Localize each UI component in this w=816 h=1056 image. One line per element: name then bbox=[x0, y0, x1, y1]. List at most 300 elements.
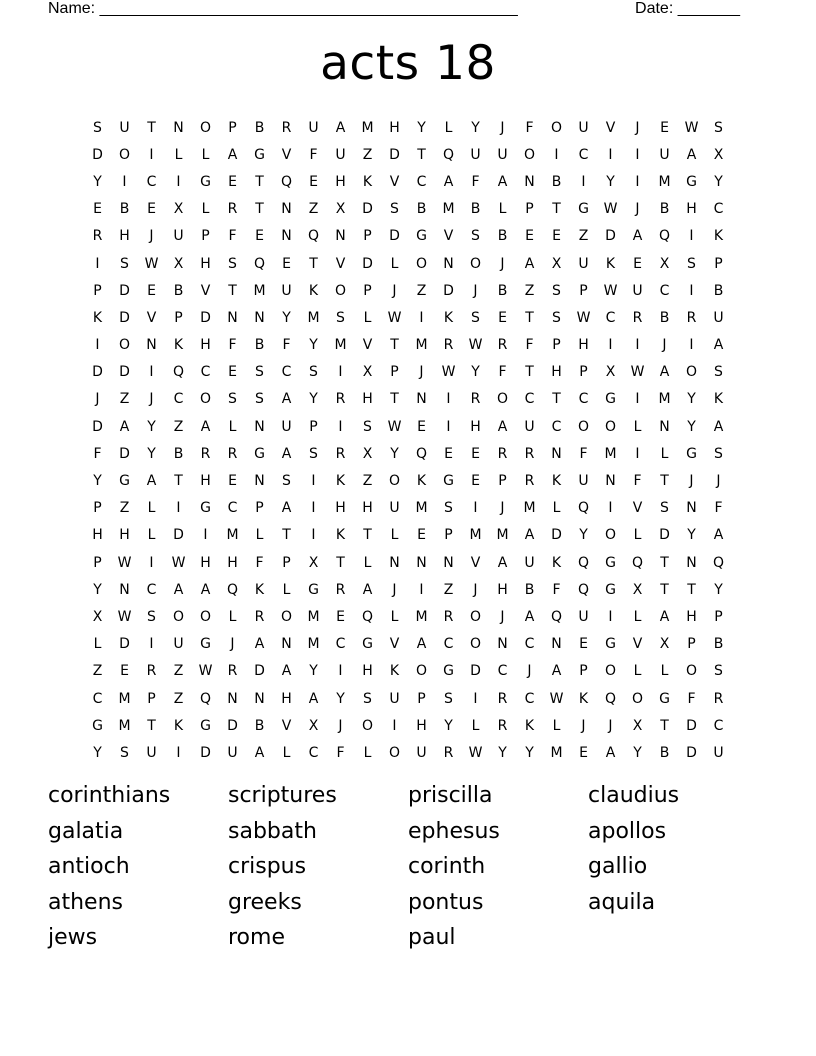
grid-letter: R bbox=[227, 663, 238, 680]
grid-letter: C bbox=[524, 690, 535, 707]
grid-letter: T bbox=[525, 364, 534, 381]
grid-letter: Q bbox=[442, 146, 455, 163]
word-list-item: gallio bbox=[588, 854, 648, 879]
grid-letter: T bbox=[687, 581, 696, 598]
grid-row bbox=[84, 712, 732, 739]
grid-letter: R bbox=[443, 608, 454, 625]
grid-letter: B bbox=[470, 201, 481, 218]
grid-letter: T bbox=[309, 255, 318, 272]
grid-letter: A bbox=[173, 581, 184, 598]
grid-letter: K bbox=[551, 554, 562, 571]
grid-row bbox=[84, 359, 732, 386]
grid-letter: K bbox=[335, 527, 346, 544]
grid-letter: S bbox=[255, 364, 264, 381]
grid-letter: N bbox=[281, 228, 292, 245]
grid-letter: A bbox=[524, 255, 535, 272]
grid-letter: B bbox=[659, 201, 670, 218]
grid-letter: J bbox=[473, 581, 478, 598]
grid-letter: G bbox=[308, 581, 319, 598]
grid-letter: P bbox=[363, 282, 372, 299]
grid-letter: T bbox=[255, 173, 264, 190]
grid-row bbox=[84, 141, 732, 168]
grid-letter: N bbox=[227, 309, 238, 326]
grid-letter: O bbox=[577, 418, 590, 435]
grid-letter: A bbox=[119, 418, 130, 435]
grid-letter: X bbox=[551, 255, 562, 272]
grid-letter: Q bbox=[172, 364, 185, 381]
grid-letter: A bbox=[308, 690, 319, 707]
grid-letter: S bbox=[687, 255, 696, 272]
grid-letter: J bbox=[500, 608, 505, 625]
grid-letter: C bbox=[605, 309, 616, 326]
grid-letter: I bbox=[581, 173, 586, 190]
grid-letter: W bbox=[468, 744, 483, 761]
grid-row bbox=[84, 495, 732, 522]
grid-letter: J bbox=[419, 364, 424, 381]
grid-letter: W bbox=[468, 337, 483, 354]
grid-row bbox=[84, 631, 732, 658]
grid-letter: I bbox=[689, 282, 694, 299]
grid-letter: M bbox=[550, 744, 563, 761]
grid-letter: Q bbox=[577, 554, 590, 571]
grid-letter: A bbox=[146, 473, 157, 490]
grid-letter: Y bbox=[309, 391, 318, 408]
grid-letter: O bbox=[118, 146, 131, 163]
grid-letter: C bbox=[524, 391, 535, 408]
grid-letter: A bbox=[524, 527, 535, 544]
grid-letter: E bbox=[228, 364, 237, 381]
grid-letter: K bbox=[254, 581, 265, 598]
grid-letter: I bbox=[635, 173, 640, 190]
grid-letter: F bbox=[687, 690, 696, 707]
grid-letter: Z bbox=[173, 690, 184, 707]
grid-letter: O bbox=[604, 527, 617, 544]
word-list-item: jews bbox=[48, 925, 98, 950]
grid-letter: C bbox=[200, 364, 211, 381]
grid-letter: V bbox=[335, 255, 346, 272]
grid-letter: X bbox=[308, 717, 319, 734]
grid-letter: X bbox=[632, 581, 643, 598]
grid-letter: L bbox=[390, 255, 399, 272]
grid-letter: T bbox=[417, 146, 426, 163]
grid-letter: J bbox=[149, 391, 154, 408]
grid-letter: Y bbox=[444, 717, 453, 734]
word-list-item: claudius bbox=[588, 783, 680, 808]
grid-letter: B bbox=[713, 636, 724, 653]
grid-letter: O bbox=[415, 255, 428, 272]
grid-letter: C bbox=[227, 500, 238, 517]
word-list-item: rome bbox=[228, 925, 285, 950]
grid-letter: G bbox=[92, 717, 103, 734]
grid-letter: I bbox=[554, 146, 559, 163]
grid-letter: J bbox=[149, 228, 154, 245]
grid-letter: H bbox=[200, 255, 211, 272]
grid-letter: K bbox=[524, 717, 535, 734]
grid-letter: N bbox=[605, 473, 616, 490]
grid-letter: U bbox=[497, 146, 508, 163]
word-list-item: corinthians bbox=[48, 783, 171, 808]
grid-letter: Y bbox=[714, 581, 723, 598]
grid-letter: A bbox=[497, 418, 508, 435]
grid-letter: Z bbox=[119, 391, 130, 408]
grid-letter: D bbox=[551, 527, 562, 544]
grid-letter: B bbox=[659, 309, 670, 326]
grid-letter: K bbox=[308, 282, 319, 299]
grid-letter: X bbox=[362, 364, 373, 381]
grid-letter: L bbox=[633, 608, 642, 625]
grid-letter: F bbox=[255, 554, 264, 571]
grid-letter: G bbox=[254, 445, 265, 462]
grid-letter: I bbox=[311, 527, 316, 544]
grid-letter: X bbox=[173, 255, 184, 272]
grid-letter: C bbox=[308, 744, 319, 761]
grid-letter: M bbox=[523, 500, 536, 517]
grid-letter: N bbox=[227, 690, 238, 707]
grid-row bbox=[84, 549, 732, 576]
grid-letter: W bbox=[549, 690, 564, 707]
grid-letter: F bbox=[228, 228, 237, 245]
grid-letter: T bbox=[390, 391, 399, 408]
grid-letter: F bbox=[282, 337, 291, 354]
grid-letter: J bbox=[230, 636, 235, 653]
grid-letter: M bbox=[253, 282, 266, 299]
grid-letter: U bbox=[524, 418, 535, 435]
grid-letter: S bbox=[714, 445, 723, 462]
grid-letter: K bbox=[389, 663, 400, 680]
grid-letter: M bbox=[307, 636, 320, 653]
grid-letter: H bbox=[200, 337, 211, 354]
grid-letter: E bbox=[147, 282, 156, 299]
grid-letter: S bbox=[363, 418, 372, 435]
grid-letter: D bbox=[200, 309, 211, 326]
word-list-item: antioch bbox=[48, 854, 130, 879]
word-list-item: galatia bbox=[48, 818, 124, 844]
grid-letter: M bbox=[307, 608, 320, 625]
grid-letter: R bbox=[200, 445, 211, 462]
worksheet-header bbox=[48, 0, 740, 20]
grid-letter: N bbox=[524, 173, 535, 190]
grid-letter: H bbox=[686, 201, 697, 218]
grid-letter: A bbox=[497, 173, 508, 190]
grid-letter: I bbox=[608, 337, 613, 354]
grid-letter: D bbox=[362, 201, 373, 218]
grid-letter: N bbox=[443, 554, 454, 571]
grid-letter: B bbox=[524, 581, 535, 598]
grid-letter: W bbox=[117, 608, 132, 625]
grid-letter: L bbox=[363, 554, 372, 571]
grid-letter: U bbox=[632, 282, 643, 299]
grid-letter: P bbox=[93, 554, 102, 571]
grid-letter: P bbox=[579, 364, 588, 381]
word-list-item: scriptures bbox=[228, 783, 337, 808]
grid-letter: K bbox=[416, 473, 427, 490]
grid-letter: A bbox=[686, 146, 697, 163]
grid-letter: H bbox=[92, 527, 103, 544]
grid-letter: I bbox=[203, 527, 208, 544]
grid-letter: W bbox=[117, 554, 132, 571]
grid-letter: T bbox=[660, 473, 669, 490]
grid-letter: S bbox=[552, 309, 561, 326]
grid-letter: O bbox=[604, 663, 617, 680]
grid-letter: N bbox=[254, 690, 265, 707]
grid-letter: N bbox=[551, 445, 562, 462]
grid-letter: R bbox=[146, 663, 157, 680]
grid-letter: T bbox=[660, 554, 669, 571]
grid-letter: L bbox=[660, 445, 669, 462]
grid-letter: D bbox=[389, 146, 400, 163]
grid-letter: Y bbox=[687, 418, 696, 435]
grid-letter: Y bbox=[93, 473, 102, 490]
grid-letter: P bbox=[714, 255, 723, 272]
grid-letter: D bbox=[470, 663, 481, 680]
grid-letter: P bbox=[579, 282, 588, 299]
grid-row bbox=[84, 685, 732, 712]
grid-letter: X bbox=[92, 608, 103, 625]
grid-letter: Z bbox=[362, 146, 373, 163]
grid-letter: J bbox=[392, 581, 397, 598]
grid-row bbox=[84, 576, 732, 603]
grid-letter: E bbox=[147, 201, 156, 218]
grid-letter: Q bbox=[361, 608, 374, 625]
grid-letter: R bbox=[281, 119, 292, 136]
grid-letter: C bbox=[713, 717, 724, 734]
grid-letter: V bbox=[281, 146, 292, 163]
grid-row bbox=[84, 739, 732, 766]
grid-letter: R bbox=[227, 201, 238, 218]
grid-letter: M bbox=[415, 608, 428, 625]
grid-letter: S bbox=[471, 228, 480, 245]
grid-letter: N bbox=[173, 119, 184, 136]
grid-letter: I bbox=[338, 663, 343, 680]
grid-letter: G bbox=[200, 500, 211, 517]
grid-letter: W bbox=[387, 418, 402, 435]
grid-letter: C bbox=[146, 581, 157, 598]
grid-letter: L bbox=[147, 500, 156, 517]
grid-letter: T bbox=[174, 473, 183, 490]
grid-letter: N bbox=[686, 554, 697, 571]
grid-letter: M bbox=[658, 391, 671, 408]
grid-letter: E bbox=[579, 744, 588, 761]
grid-letter: A bbox=[443, 173, 454, 190]
grid-letter: I bbox=[176, 744, 181, 761]
grid-letter: L bbox=[93, 636, 102, 653]
grid-letter: A bbox=[713, 418, 724, 435]
grid-letter: U bbox=[578, 255, 589, 272]
grid-letter: G bbox=[362, 636, 373, 653]
grid-letter: F bbox=[525, 119, 534, 136]
grid-letter: I bbox=[635, 445, 640, 462]
grid-letter: I bbox=[446, 391, 451, 408]
grid-letter: F bbox=[714, 500, 723, 517]
grid-letter: Y bbox=[525, 744, 534, 761]
grid-row bbox=[84, 304, 732, 331]
grid-letter: B bbox=[497, 282, 508, 299]
grid-letter: Y bbox=[471, 364, 480, 381]
grid-letter: S bbox=[309, 445, 318, 462]
grid-letter: N bbox=[335, 228, 346, 245]
grid-letter: D bbox=[119, 282, 130, 299]
grid-letter: M bbox=[469, 527, 482, 544]
grid-letter: H bbox=[578, 337, 589, 354]
grid-letter: J bbox=[689, 473, 694, 490]
word-list-item: athens bbox=[48, 889, 123, 915]
grid-letter: A bbox=[200, 581, 211, 598]
grid-letter: U bbox=[308, 119, 319, 136]
grid-letter: N bbox=[146, 337, 157, 354]
grid-letter: A bbox=[254, 636, 265, 653]
grid-letter: S bbox=[714, 663, 723, 680]
grid-letter: S bbox=[714, 364, 723, 381]
grid-letter: G bbox=[416, 228, 427, 245]
grid-letter: N bbox=[686, 500, 697, 517]
grid-letter: V bbox=[281, 717, 292, 734]
grid-letter: L bbox=[363, 309, 372, 326]
grid-letter: R bbox=[227, 445, 238, 462]
grid-letter: S bbox=[120, 255, 129, 272]
grid-letter: O bbox=[469, 636, 482, 653]
grid-letter: J bbox=[500, 119, 505, 136]
grid-letter: L bbox=[201, 201, 210, 218]
grid-letter: D bbox=[254, 663, 265, 680]
grid-letter: O bbox=[388, 473, 401, 490]
grid-letter: T bbox=[525, 309, 534, 326]
grid-letter: Y bbox=[93, 173, 102, 190]
grid-letter: G bbox=[443, 663, 454, 680]
grid-letter: E bbox=[498, 309, 507, 326]
grid-letter: A bbox=[497, 554, 508, 571]
grid-letter: L bbox=[444, 119, 453, 136]
grid-letter: M bbox=[226, 527, 239, 544]
grid-row bbox=[84, 332, 732, 359]
grid-letter: Y bbox=[309, 337, 318, 354]
grid-letter: U bbox=[713, 309, 724, 326]
grid-letter: M bbox=[118, 717, 131, 734]
grid-letter: I bbox=[608, 608, 613, 625]
grid-letter: U bbox=[470, 146, 481, 163]
grid-letter: I bbox=[149, 554, 154, 571]
grid-letter: I bbox=[95, 337, 100, 354]
grid-letter: C bbox=[416, 173, 427, 190]
grid-letter: I bbox=[149, 636, 154, 653]
grid-letter: F bbox=[633, 473, 642, 490]
word-list-item: aquila bbox=[588, 889, 656, 915]
grid-letter: P bbox=[444, 527, 453, 544]
grid-letter: G bbox=[659, 690, 670, 707]
grid-letter: S bbox=[444, 690, 453, 707]
grid-letter: N bbox=[281, 201, 292, 218]
grid-letter: J bbox=[95, 391, 100, 408]
grid-letter: O bbox=[199, 608, 212, 625]
grid-letter: T bbox=[336, 554, 345, 571]
grid-letter: S bbox=[228, 391, 237, 408]
grid-letter: R bbox=[92, 228, 103, 245]
grid-letter: L bbox=[228, 608, 237, 625]
grid-letter: N bbox=[254, 473, 265, 490]
grid-letter: P bbox=[498, 473, 507, 490]
grid-letter: V bbox=[443, 228, 454, 245]
grid-letter: F bbox=[228, 337, 237, 354]
grid-letter: H bbox=[686, 608, 697, 625]
grid-letter: H bbox=[362, 500, 373, 517]
grid-letter: Y bbox=[687, 391, 696, 408]
grid-letter: C bbox=[335, 636, 346, 653]
grid-letter: T bbox=[660, 581, 669, 598]
grid-letter: X bbox=[605, 364, 616, 381]
grid-letter: P bbox=[228, 119, 237, 136]
grid-letter: H bbox=[119, 527, 130, 544]
grid-letter: B bbox=[119, 201, 130, 218]
grid-letter: D bbox=[92, 364, 103, 381]
grid-letter: Y bbox=[93, 744, 102, 761]
grid-letter: L bbox=[147, 527, 156, 544]
grid-letter: I bbox=[176, 173, 181, 190]
grid-letter: Y bbox=[417, 119, 426, 136]
grid-letter: O bbox=[469, 255, 482, 272]
grid-letter: Z bbox=[578, 228, 589, 245]
grid-letter: U bbox=[578, 473, 589, 490]
grid-letter: S bbox=[309, 364, 318, 381]
grid-letter: R bbox=[713, 690, 724, 707]
grid-letter: H bbox=[362, 391, 373, 408]
grid-letter: K bbox=[173, 717, 184, 734]
grid-letter: U bbox=[335, 146, 346, 163]
grid-letter: U bbox=[146, 744, 157, 761]
grid-letter: T bbox=[147, 119, 156, 136]
grid-letter: I bbox=[446, 418, 451, 435]
grid-letter: V bbox=[389, 173, 400, 190]
grid-letter: L bbox=[390, 527, 399, 544]
grid-letter: I bbox=[608, 500, 613, 517]
grid-letter: E bbox=[579, 636, 588, 653]
grid-row bbox=[84, 413, 732, 440]
grid-letter: D bbox=[686, 744, 697, 761]
grid-letter: D bbox=[362, 255, 373, 272]
grid-letter: G bbox=[254, 146, 265, 163]
grid-letter: A bbox=[416, 636, 427, 653]
grid-letter: M bbox=[442, 201, 455, 218]
grid-letter: F bbox=[525, 337, 534, 354]
grid-letter: I bbox=[473, 690, 478, 707]
grid-letter: Q bbox=[577, 500, 590, 517]
word-list-item: sabbath bbox=[228, 818, 317, 844]
word-list-item: pontus bbox=[408, 889, 484, 915]
grid-letter: R bbox=[497, 717, 508, 734]
grid-letter: A bbox=[362, 581, 373, 598]
grid-letter: F bbox=[471, 173, 480, 190]
grid-letter: T bbox=[552, 391, 561, 408]
grid-letter: A bbox=[713, 337, 724, 354]
grid-letter: N bbox=[119, 581, 130, 598]
grid-letter: S bbox=[93, 119, 102, 136]
grid-letter: I bbox=[311, 473, 316, 490]
grid-letter: D bbox=[443, 282, 454, 299]
grid-letter: S bbox=[282, 473, 291, 490]
grid-letter: K bbox=[173, 337, 184, 354]
name-field-label: Name: _______________________________________________ bbox=[48, 0, 518, 17]
grid-letter: N bbox=[389, 554, 400, 571]
word-list bbox=[48, 778, 768, 956]
grid-letter: E bbox=[660, 119, 669, 136]
grid-letter: D bbox=[92, 418, 103, 435]
grid-letter: V bbox=[362, 337, 373, 354]
grid-row bbox=[84, 250, 732, 277]
grid-letter: H bbox=[281, 690, 292, 707]
grid-letter: W bbox=[441, 364, 456, 381]
grid-letter: S bbox=[552, 282, 561, 299]
grid-letter: P bbox=[714, 608, 723, 625]
grid-letter: I bbox=[149, 146, 154, 163]
grid-letter: Z bbox=[173, 663, 184, 680]
